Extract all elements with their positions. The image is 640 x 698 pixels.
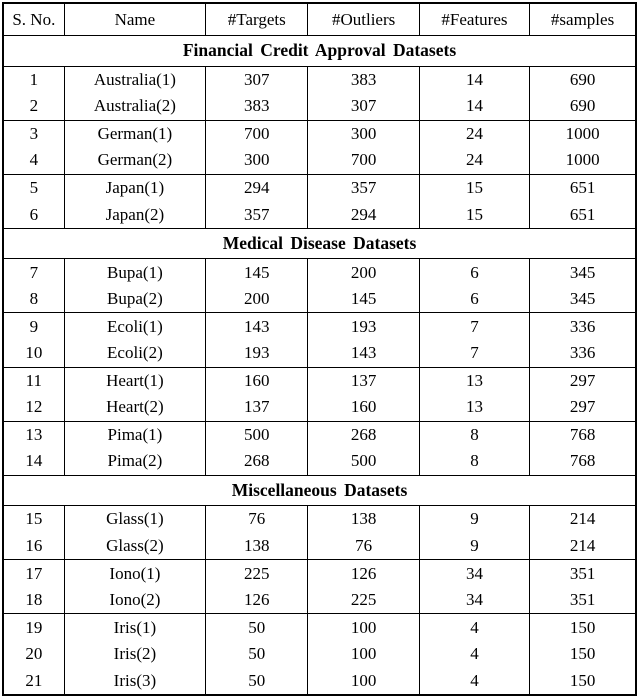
cell-outliers: 225	[308, 587, 419, 614]
cell-samples: 768	[530, 448, 636, 475]
cell-sno: 18	[3, 587, 64, 614]
cell-outliers: 700	[308, 147, 419, 174]
cell-samples: 690	[530, 66, 636, 93]
cell-sno: 20	[25, 644, 43, 664]
cell-samples: 150	[530, 614, 636, 641]
table-row	[3, 367, 636, 394]
cell-sno: 16	[3, 533, 64, 560]
section-header-row	[3, 475, 636, 506]
cell-samples: 768	[530, 421, 636, 448]
cell-outliers: 100	[308, 667, 419, 695]
cell-targets: 126	[206, 587, 308, 614]
cell-samples: 336	[530, 340, 636, 367]
cell-samples: 1000	[530, 120, 636, 147]
table-row	[3, 587, 636, 614]
cell-samples: 150	[530, 641, 636, 668]
cell-features: 7	[419, 340, 529, 367]
cell-name: Iris(2)	[64, 641, 205, 668]
table-row	[3, 120, 636, 147]
cell-features: 24	[419, 147, 529, 174]
table-row	[3, 448, 636, 475]
cell-targets: 145	[206, 259, 308, 286]
cell-targets: 160	[206, 367, 308, 394]
cell-name: Bupa(1)	[64, 259, 205, 286]
cell-features: 34	[419, 560, 529, 587]
cell-sno: 13	[25, 424, 43, 444]
cell-features: 9	[419, 533, 529, 560]
cell-targets: 143	[206, 313, 308, 340]
cell-samples: 214	[530, 506, 636, 533]
cell-sno: 15	[25, 509, 43, 529]
cell-name: Heart(2)	[64, 394, 205, 421]
cell-targets: 500	[206, 421, 308, 448]
table-row	[3, 174, 636, 201]
cell-sno: 5	[29, 177, 39, 197]
cell-features: 4	[419, 667, 529, 695]
cell-name: Iris(3)	[64, 667, 205, 695]
table-row	[3, 641, 636, 668]
column-header-outliers: #Outliers	[308, 3, 419, 36]
cell-samples: 1000	[530, 147, 636, 174]
cell-features: 15	[419, 174, 529, 201]
cell-name: Heart(1)	[64, 367, 205, 394]
table-row	[3, 286, 636, 313]
cell-features: 4	[419, 614, 529, 641]
column-header-sno: S. No.	[3, 3, 64, 36]
cell-targets: 357	[206, 201, 308, 228]
cell-targets: 268	[206, 448, 308, 475]
cell-targets: 294	[206, 174, 308, 201]
cell-sno: 10	[3, 340, 64, 367]
table-row	[3, 66, 636, 93]
cell-targets: 383	[206, 93, 308, 120]
cell-outliers: 357	[308, 174, 419, 201]
cell-features: 14	[419, 66, 529, 93]
cell-targets: 50	[206, 641, 308, 668]
cell-samples: 345	[530, 259, 636, 286]
cell-sno: 8	[3, 286, 64, 313]
table-row	[3, 614, 636, 641]
cell-outliers: 138	[308, 506, 419, 533]
cell-features: 8	[419, 421, 529, 448]
column-header-name: Name	[64, 3, 205, 36]
cell-samples: 336	[530, 313, 636, 340]
table-row	[3, 533, 636, 560]
cell-outliers: 193	[308, 313, 419, 340]
cell-name: Iono(1)	[64, 560, 205, 587]
cell-samples: 690	[530, 93, 636, 120]
cell-name: Ecoli(1)	[64, 313, 205, 340]
cell-features: 24	[419, 120, 529, 147]
cell-targets: 200	[206, 286, 308, 313]
cell-sno: 17	[25, 563, 43, 583]
column-header-features: #Features	[419, 3, 529, 36]
cell-samples: 214	[530, 533, 636, 560]
cell-outliers: 137	[308, 367, 419, 394]
cell-outliers: 100	[308, 614, 419, 641]
cell-outliers: 145	[308, 286, 419, 313]
cell-sno: 3	[29, 123, 39, 143]
cell-outliers: 307	[308, 93, 419, 120]
table-row	[3, 259, 636, 286]
cell-samples: 651	[530, 201, 636, 228]
cell-targets: 300	[206, 147, 308, 174]
cell-outliers: 500	[308, 448, 419, 475]
cell-name: Iris(1)	[64, 614, 205, 641]
table-row	[3, 560, 636, 587]
section-header-row	[3, 36, 636, 67]
table-row	[3, 93, 636, 120]
section-title: Financial Credit Approval Datasets	[3, 36, 636, 67]
table-header-row	[3, 3, 636, 36]
cell-targets: 700	[206, 120, 308, 147]
cell-targets: 76	[206, 506, 308, 533]
section-title: Miscellaneous Datasets	[3, 475, 636, 506]
table-row	[3, 201, 636, 228]
cell-name: Iono(2)	[64, 587, 205, 614]
cell-name: Pima(2)	[64, 448, 205, 475]
cell-name: Japan(1)	[64, 174, 205, 201]
cell-features: 6	[419, 286, 529, 313]
table-row	[3, 313, 636, 340]
cell-outliers: 300	[308, 120, 419, 147]
cell-sno: 9	[29, 316, 39, 336]
cell-features: 7	[419, 313, 529, 340]
table-row	[3, 340, 636, 367]
cell-targets: 50	[206, 614, 308, 641]
cell-outliers: 126	[308, 560, 419, 587]
cell-name: Japan(2)	[64, 201, 205, 228]
cell-name: Australia(2)	[64, 93, 205, 120]
cell-targets: 50	[206, 667, 308, 695]
cell-features: 34	[419, 587, 529, 614]
cell-sno: 14	[3, 448, 64, 475]
cell-samples: 297	[530, 394, 636, 421]
cell-samples: 345	[530, 286, 636, 313]
table-body	[3, 36, 636, 696]
cell-features: 13	[419, 367, 529, 394]
cell-samples: 351	[530, 587, 636, 614]
cell-features: 13	[419, 394, 529, 421]
cell-outliers: 383	[308, 66, 419, 93]
cell-targets: 137	[206, 394, 308, 421]
cell-targets: 138	[206, 533, 308, 560]
cell-name: Bupa(2)	[64, 286, 205, 313]
datasets-table	[2, 2, 637, 696]
cell-sno: 4	[3, 147, 64, 174]
cell-features: 4	[419, 641, 529, 668]
cell-name: German(1)	[64, 120, 205, 147]
cell-features: 15	[419, 201, 529, 228]
cell-name: Glass(2)	[64, 533, 205, 560]
cell-sno: 21	[3, 667, 64, 695]
cell-sno: 12	[3, 394, 64, 421]
table-row	[3, 506, 636, 533]
cell-features: 6	[419, 259, 529, 286]
cell-outliers: 294	[308, 201, 419, 228]
cell-targets: 225	[206, 560, 308, 587]
cell-sno: 7	[29, 262, 39, 282]
cell-features: 9	[419, 506, 529, 533]
cell-features: 14	[419, 93, 529, 120]
cell-samples: 351	[530, 560, 636, 587]
cell-features: 8	[419, 448, 529, 475]
table-row	[3, 667, 636, 695]
cell-outliers: 268	[308, 421, 419, 448]
cell-name: Australia(1)	[64, 66, 205, 93]
cell-sno: 6	[3, 201, 64, 228]
cell-name: Glass(1)	[64, 506, 205, 533]
cell-samples: 150	[530, 667, 636, 695]
cell-outliers: 143	[308, 340, 419, 367]
cell-name: Pima(1)	[64, 421, 205, 448]
cell-outliers: 200	[308, 259, 419, 286]
cell-sno: 19	[25, 617, 43, 637]
cell-sno: 11	[25, 370, 43, 390]
cell-name: Ecoli(2)	[64, 340, 205, 367]
table-row	[3, 147, 636, 174]
cell-outliers: 76	[308, 533, 419, 560]
cell-targets: 193	[206, 340, 308, 367]
section-header-row	[3, 228, 636, 259]
table-row	[3, 394, 636, 421]
cell-samples: 297	[530, 367, 636, 394]
section-title: Medical Disease Datasets	[3, 228, 636, 259]
cell-outliers: 100	[308, 641, 419, 668]
cell-outliers: 160	[308, 394, 419, 421]
cell-sno: 1	[29, 69, 39, 89]
cell-samples: 651	[530, 174, 636, 201]
table-row	[3, 421, 636, 448]
cell-sno: 2	[3, 93, 64, 120]
cell-name: German(2)	[64, 147, 205, 174]
cell-targets: 307	[206, 66, 308, 93]
column-header-samples: #samples	[530, 3, 636, 36]
column-header-targets: #Targets	[206, 3, 308, 36]
